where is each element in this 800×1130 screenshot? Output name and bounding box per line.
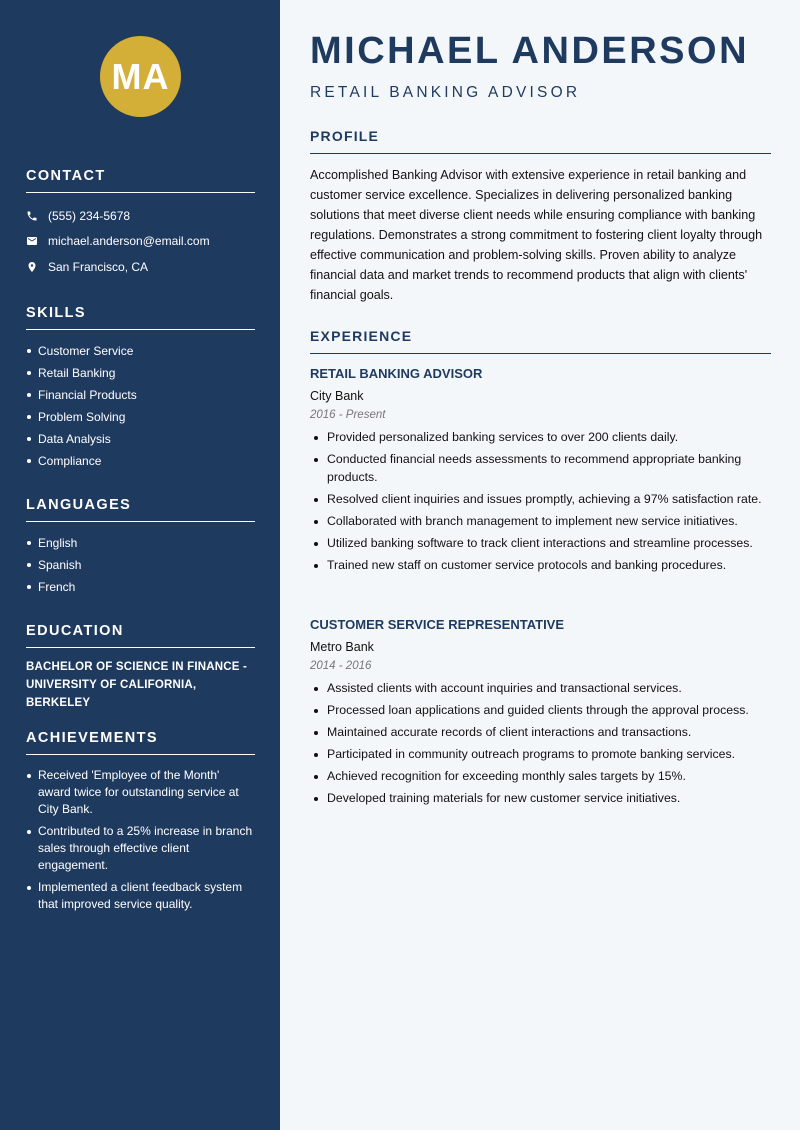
- job-bullet: Resolved client inquiries and issues promptly, achieving a 97% satisfaction rate.: [310, 491, 771, 509]
- job-bullet: Participated in community outreach programs to promote banking services.: [310, 746, 771, 764]
- job-title: CUSTOMER SERVICE REPRESENTATIVE: [310, 617, 565, 632]
- contact-list: [26, 203, 255, 280]
- achievements-list: [26, 767, 255, 913]
- job-dates: 2014 - 2016: [310, 660, 372, 672]
- phone-icon: [26, 208, 48, 224]
- education-heading: EDUCATION: [26, 623, 255, 648]
- job-company: Metro Bank: [310, 640, 374, 654]
- job-bullet: Collaborated with branch management to implement new service initiatives.: [310, 513, 771, 531]
- skill-item: Compliance: [26, 450, 255, 472]
- job-bullet: Maintained accurate records of client interactions and transactions.: [310, 724, 771, 742]
- job-bullet: Provided personalized banking services to over 200 clients daily.: [310, 429, 771, 447]
- profile-section: [310, 128, 771, 305]
- languages-heading: LANGUAGES: [26, 497, 255, 522]
- job-title: RETAIL BANKING ADVISOR: [310, 366, 483, 381]
- job-bullets: [310, 429, 771, 574]
- contact-email: [26, 229, 255, 255]
- sidebar: [0, 0, 280, 1130]
- job-bullets: [310, 680, 771, 808]
- job-entry: [310, 617, 771, 812]
- experience-heading: EXPERIENCE: [310, 328, 771, 354]
- location-pin-icon: [26, 259, 48, 275]
- achievement-item: Received 'Employee of the Month' award twice for outstanding service at City Bank.: [26, 767, 255, 818]
- job-dates: 2016 - Present: [310, 409, 386, 421]
- experience-section: [310, 328, 771, 354]
- mail-icon: [26, 233, 48, 249]
- job-bullet: Assisted clients with account inquiries and transactional services.: [310, 680, 771, 698]
- job-bullet: Trained new staff on customer service protocols and banking procedures.: [310, 557, 771, 575]
- language-item: Spanish: [26, 554, 255, 576]
- candidate-title: RETAIL BANKING ADVISOR: [310, 84, 581, 101]
- job-company: City Bank: [310, 389, 364, 403]
- achievements-heading: ACHIEVEMENTS: [26, 730, 255, 755]
- achievement-item: Implemented a client feedback system that improved service quality.: [26, 879, 255, 913]
- skill-item: Problem Solving: [26, 406, 255, 428]
- phone-text: (555) 234-5678: [48, 208, 131, 223]
- job-bullet: Processed loan applications and guided clients through the approval process.: [310, 702, 771, 720]
- profile-text: Accomplished Banking Advisor with extensive experience in retail banking and customer service excellence. Specializes in delivering personalized banking solutions that meet diverse client needs while ensuring compliance with banking regulations. Demonstrates a strong commitment to fostering client loyalty through effective communication and problem-solving skills. Proven ability to analyze financial data and market trends to recommend products that align with clients' financial goals.: [310, 168, 763, 302]
- skill-item: Data Analysis: [26, 428, 255, 450]
- job-entry: [310, 366, 771, 579]
- education-degree: BACHELOR OF SCIENCE IN FINANCE - UNIVERSITY OF CALIFORNIA, BERKELEY: [26, 661, 248, 709]
- skill-item: Financial Products: [26, 384, 255, 406]
- achievements-section: [26, 730, 255, 918]
- avatar: MA: [100, 36, 181, 117]
- job-bullet: Developed training materials for new customer service initiatives.: [310, 790, 771, 808]
- contact-location: [26, 254, 255, 280]
- languages-list: [26, 532, 255, 598]
- contact-heading: CONTACT: [26, 168, 255, 193]
- language-item: French: [26, 576, 255, 598]
- contact-section: [26, 168, 255, 280]
- achievement-item: Contributed to a 25% increase in branch sales through effective client engagement.: [26, 823, 255, 874]
- contact-phone: [26, 203, 255, 229]
- education-section: [26, 623, 255, 712]
- job-bullet: Conducted financial needs assessments to recommend appropriate banking products.: [310, 451, 771, 486]
- candidate-name: MICHAEL ANDERSON: [310, 30, 750, 72]
- email-text: michael.anderson@email.com: [48, 234, 210, 249]
- job-bullet: Achieved recognition for exceeding monthly sales targets by 15%.: [310, 768, 771, 786]
- language-item: English: [26, 532, 255, 554]
- job-bullet: Utilized banking software to track client interactions and streamline processes.: [310, 535, 771, 553]
- languages-section: [26, 497, 255, 598]
- skills-heading: SKILLS: [26, 305, 255, 330]
- skill-item: Retail Banking: [26, 362, 255, 384]
- skills-list: [26, 340, 255, 472]
- skill-item: Customer Service: [26, 340, 255, 362]
- location-text: San Francisco, CA: [48, 259, 149, 274]
- skills-section: [26, 305, 255, 472]
- profile-heading: PROFILE: [310, 128, 771, 154]
